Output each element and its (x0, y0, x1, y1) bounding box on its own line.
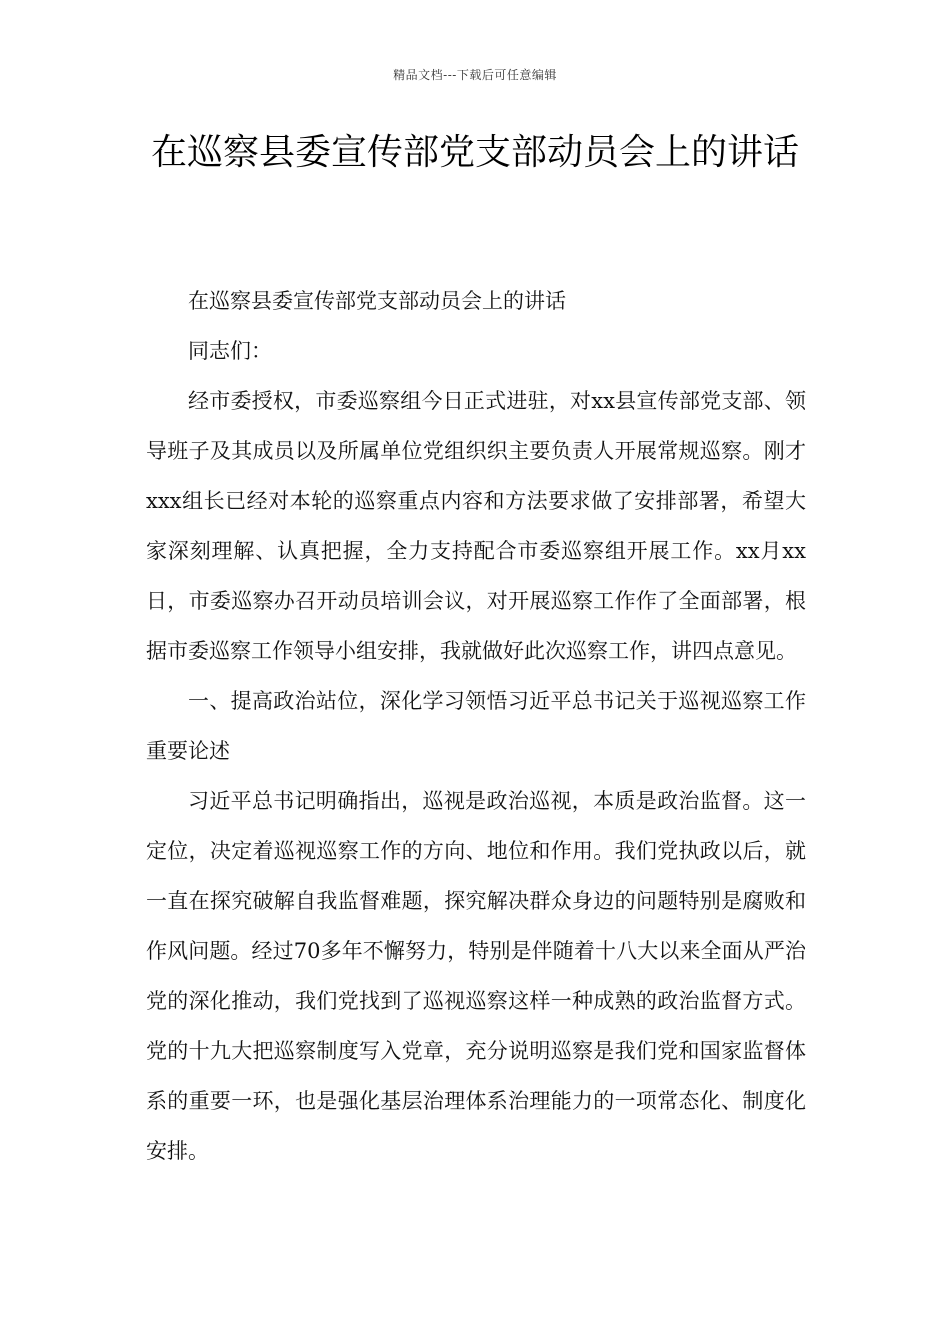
paragraph-section-body: 习近平总书记明确指出，巡视是政治巡视，本质是政治监督。这一定位，决定着巡视巡察工作的方向、地位和作用。我们党执政以后，就一直在探究破解自我监督难题，探究解决群众身边的问题特别是腐败和作风问题。经过70多年不懈努力，特别是伴随着十八大以来全面从严治党的深化推动，我们党找到了巡视巡察这样一种成熟的政治监督方式。党的十九大把巡察制度写入党章，充分说明巡察是我们党和国家监督体系的重要一环，也是强化基层治理体系治理能力的一项常态化、制度化安排。 (146, 789, 806, 1163)
paragraph-intro: 经市委授权，市委巡察组今日正式进驻，对xx县宣传部党支部、领导班子及其成员以及所属单位党组织织主要负责人开展常规巡察。刚才xxx组长已经对本轮的巡察重点内容和方法要求做了安排部署，希望大家深刻理解、认真把握，全力支持配合市委巡察组开展工作。xx月xx日，市委巡察办召开动员培训会议，对开展巡察工作作了全面部署，根据市委巡察工作领导小组安排，我就做好此次巡察工作，讲四点意见。 (146, 389, 806, 663)
paragraph-section-heading: 一、提高政治站位，深化学习领悟习近平总书记关于巡视巡察工作重要论述 (146, 689, 806, 763)
paragraph-salutation: 同志们： (188, 339, 272, 363)
paragraph-subtitle: 在巡察县委宣传部党支部动员会上的讲话 (188, 289, 566, 313)
document-title: 在巡察县委宣传部党支部动员会上的讲话 (150, 132, 799, 173)
header-note: 精品文档---下载后可任意编辑 (393, 68, 557, 82)
document-body (146, 276, 806, 1176)
